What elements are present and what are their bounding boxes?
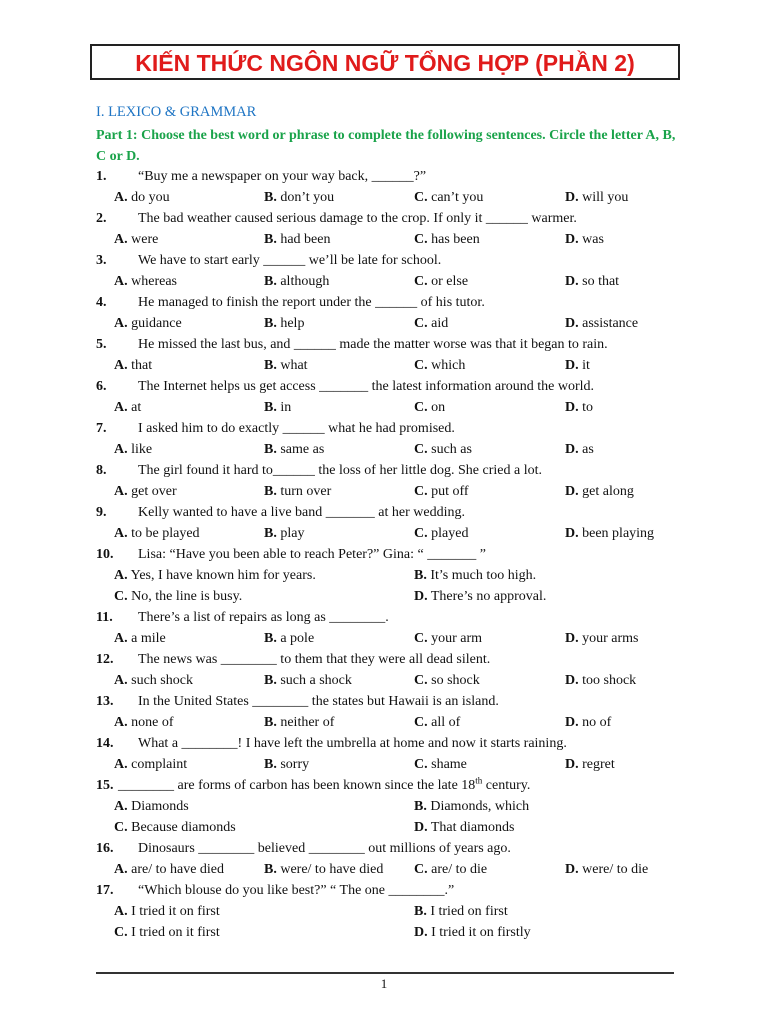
option-a[interactable]: A. to be played (114, 526, 200, 541)
question-text: The girl found it hard to______ the loss of her little dog. She cried a lot. (138, 463, 542, 478)
options-12 (96, 670, 696, 691)
options-4 (96, 313, 696, 334)
question-number: 4. (96, 295, 107, 310)
option-a[interactable]: A. complaint (114, 757, 188, 772)
options-13 (96, 712, 696, 733)
options-8 (96, 481, 696, 502)
option-b[interactable]: B. help (264, 316, 305, 331)
question-number: 5. (96, 337, 107, 352)
option-d[interactable]: D. been playing (565, 526, 655, 541)
option-c[interactable]: C. played (414, 526, 469, 541)
option-b[interactable]: B. a pole (264, 631, 315, 646)
section-heading: I. LEXICO & GRAMMAR (96, 104, 257, 120)
option-a[interactable]: A. none of (114, 715, 174, 730)
footer-divider (96, 972, 674, 974)
option-d[interactable]: D. will you (565, 190, 629, 205)
option-d[interactable]: D. as (565, 442, 594, 457)
option-a[interactable]: A. Diamonds (114, 799, 189, 814)
option-c[interactable]: C. your arm (414, 631, 483, 646)
question-number: 15. (96, 778, 114, 793)
question-text: He managed to finish the report under the ______ of his tutor. (138, 295, 485, 310)
option-b[interactable]: B. such a shock (264, 673, 352, 688)
question-text: ________ are forms of carbon has been known since the late 18th century. (118, 775, 531, 793)
option-a[interactable]: A. Yes, I have known him for years. (114, 568, 316, 583)
options-16 (96, 859, 696, 880)
option-c[interactable]: C. put off (414, 484, 469, 499)
option-a[interactable]: A. a mile (114, 631, 166, 646)
page-title: KIẾN THỨC NGÔN NGỮ TỔNG HỢP (PHẦN 2) (135, 50, 635, 76)
option-b[interactable]: B. turn over (264, 484, 332, 499)
question-9 (96, 502, 696, 523)
question-number: 6. (96, 379, 107, 394)
question-number: 2. (96, 211, 107, 226)
question-16 (96, 838, 696, 859)
question-number: 16. (96, 841, 114, 856)
question-number: 17. (96, 883, 114, 898)
title-box (90, 44, 680, 80)
question-17 (96, 880, 696, 901)
options-15-cd (96, 817, 696, 838)
option-c[interactable]: C. so shock (414, 673, 480, 688)
option-a[interactable]: A. like (114, 442, 153, 457)
question-number: 14. (96, 736, 114, 751)
question-text: I asked him to do exactly ______ what he had promised. (138, 421, 455, 436)
option-a[interactable]: A. at (114, 400, 142, 415)
question-10 (96, 544, 696, 565)
option-b[interactable]: B. don’t you (264, 190, 335, 205)
options-15-ab (96, 796, 696, 817)
option-d[interactable]: D. regret (565, 757, 615, 772)
option-c[interactable]: C. I tried on it first (114, 925, 220, 940)
option-d[interactable]: D. too shock (565, 673, 637, 688)
option-b[interactable]: B. although (264, 274, 330, 289)
option-a[interactable]: A. guidance (114, 316, 182, 331)
options-9 (96, 523, 696, 544)
option-c[interactable]: C. shame (414, 757, 467, 772)
question-text: What a ________! I have left the umbrella at home and now it starts raining. (138, 736, 567, 751)
option-b[interactable]: B. play (264, 526, 305, 541)
option-a[interactable]: A. I tried it on first (114, 904, 220, 919)
option-b[interactable]: B. had been (264, 232, 331, 247)
page-number: 1 (380, 976, 388, 991)
question-number: 10. (96, 547, 114, 562)
option-c[interactable]: C. which (414, 358, 466, 373)
options-10-ab (96, 565, 696, 586)
option-a[interactable]: A. get over (114, 484, 177, 499)
options-7 (96, 439, 696, 460)
question-6 (96, 376, 696, 397)
question-number: 1. (96, 169, 107, 184)
question-15 (96, 775, 696, 796)
option-d[interactable]: D. I tried it on firstly (414, 925, 531, 940)
option-b[interactable]: B. same as (264, 442, 325, 457)
option-b[interactable]: B. sorry (264, 757, 310, 772)
question-list (96, 166, 696, 943)
options-2 (96, 229, 696, 250)
question-8 (96, 460, 696, 481)
question-14 (96, 733, 696, 754)
options-14 (96, 754, 696, 775)
question-text: The bad weather caused serious damage to the crop. If only it ______ warmer. (138, 211, 577, 226)
question-12 (96, 649, 696, 670)
question-number: 9. (96, 505, 107, 520)
question-text: Kelly wanted to have a live band _______ at her wedding. (138, 505, 465, 520)
question-number: 7. (96, 421, 107, 436)
option-c[interactable]: C. or else (414, 274, 469, 289)
option-d[interactable]: D. were/ to die (565, 862, 649, 877)
options-10-cd (96, 586, 696, 607)
question-number: 13. (96, 694, 114, 709)
option-a[interactable]: A. whereas (114, 274, 177, 289)
question-text: Lisa: “Have you been able to reach Peter?” Gina: “ _______ ” (138, 547, 486, 562)
option-d[interactable]: D. your arms (565, 631, 639, 646)
question-7 (96, 418, 696, 439)
question-number: 11. (96, 610, 113, 625)
option-d[interactable]: D. That diamonds (414, 820, 515, 835)
option-b[interactable]: B. neither of (264, 715, 335, 730)
options-3 (96, 271, 696, 292)
option-c[interactable]: C. aid (414, 316, 449, 331)
question-number: 8. (96, 463, 107, 478)
question-number: 12. (96, 652, 114, 667)
question-5 (96, 334, 696, 355)
question-text: He missed the last bus, and ______ made the matter worse was that it began to rain. (138, 337, 608, 352)
question-number: 3. (96, 253, 107, 268)
options-6 (96, 397, 696, 418)
question-text: We have to start early ______ we’ll be late for school. (138, 253, 442, 268)
option-b[interactable]: B. Diamonds, which (414, 799, 530, 814)
question-text: The Internet helps us get access _______ the latest information around the world. (138, 379, 595, 394)
option-d[interactable]: D. get along (565, 484, 634, 499)
question-11 (96, 607, 696, 628)
option-b[interactable]: B. what (264, 358, 308, 373)
option-b[interactable]: B. I tried on first (414, 904, 508, 919)
options-1 (96, 187, 696, 208)
option-d[interactable]: D. no of (565, 715, 612, 730)
option-d[interactable]: D. assistance (565, 316, 639, 331)
option-c[interactable]: C. has been (414, 232, 480, 247)
option-c[interactable]: C. are/ to die (414, 862, 488, 877)
options-11 (96, 628, 696, 649)
option-a[interactable]: A. such shock (114, 673, 193, 688)
option-a[interactable]: A. were (114, 232, 159, 247)
part-instructions: Part 1: Choose the best word or phrase to complete the following sentences. Circle the letter A, B, C or D. (96, 128, 676, 164)
option-d[interactable]: D. it (565, 358, 590, 373)
question-13 (96, 691, 696, 712)
options-17-cd (96, 922, 696, 943)
option-d[interactable]: D. was (565, 232, 604, 247)
option-c[interactable]: C. on (414, 400, 446, 415)
options-5 (96, 355, 696, 376)
option-d[interactable]: D. There’s no approval. (414, 589, 547, 604)
option-a[interactable]: A. do you (114, 190, 170, 205)
option-d[interactable]: D. so that (565, 274, 620, 289)
question-text: Dinosaurs ________ believed ________ out millions of years ago. (138, 841, 511, 856)
question-3 (96, 250, 696, 271)
option-c[interactable]: C. all of (414, 715, 461, 730)
question-text: “Which blouse do you like best?” “ The one ________.” (138, 883, 455, 898)
option-c[interactable]: C. Because diamonds (114, 820, 236, 835)
question-text: In the United States ________ the states but Hawaii is an island. (138, 694, 499, 709)
question-text: The news was ________ to them that they were all dead silent. (138, 652, 491, 667)
option-b[interactable]: B. It’s much too high. (414, 568, 537, 583)
options-17-ab (96, 901, 696, 922)
option-c[interactable]: C. such as (414, 442, 472, 457)
option-a[interactable]: A. that (114, 358, 153, 373)
option-d[interactable]: D. to (565, 400, 594, 415)
question-text: “Buy me a newspaper on your way back, ______?” (138, 169, 427, 184)
question-1 (96, 166, 696, 187)
question-text: There’s a list of repairs as long as ________. (138, 610, 389, 625)
option-c[interactable]: C. No, the line is busy. (114, 589, 243, 604)
question-4 (96, 292, 696, 313)
option-b[interactable]: B. were/ to have died (264, 862, 384, 877)
option-c[interactable]: C. can’t you (414, 190, 484, 205)
option-a[interactable]: A. are/ to have died (114, 862, 225, 877)
option-b[interactable]: B. in (264, 400, 292, 415)
question-2 (96, 208, 696, 229)
